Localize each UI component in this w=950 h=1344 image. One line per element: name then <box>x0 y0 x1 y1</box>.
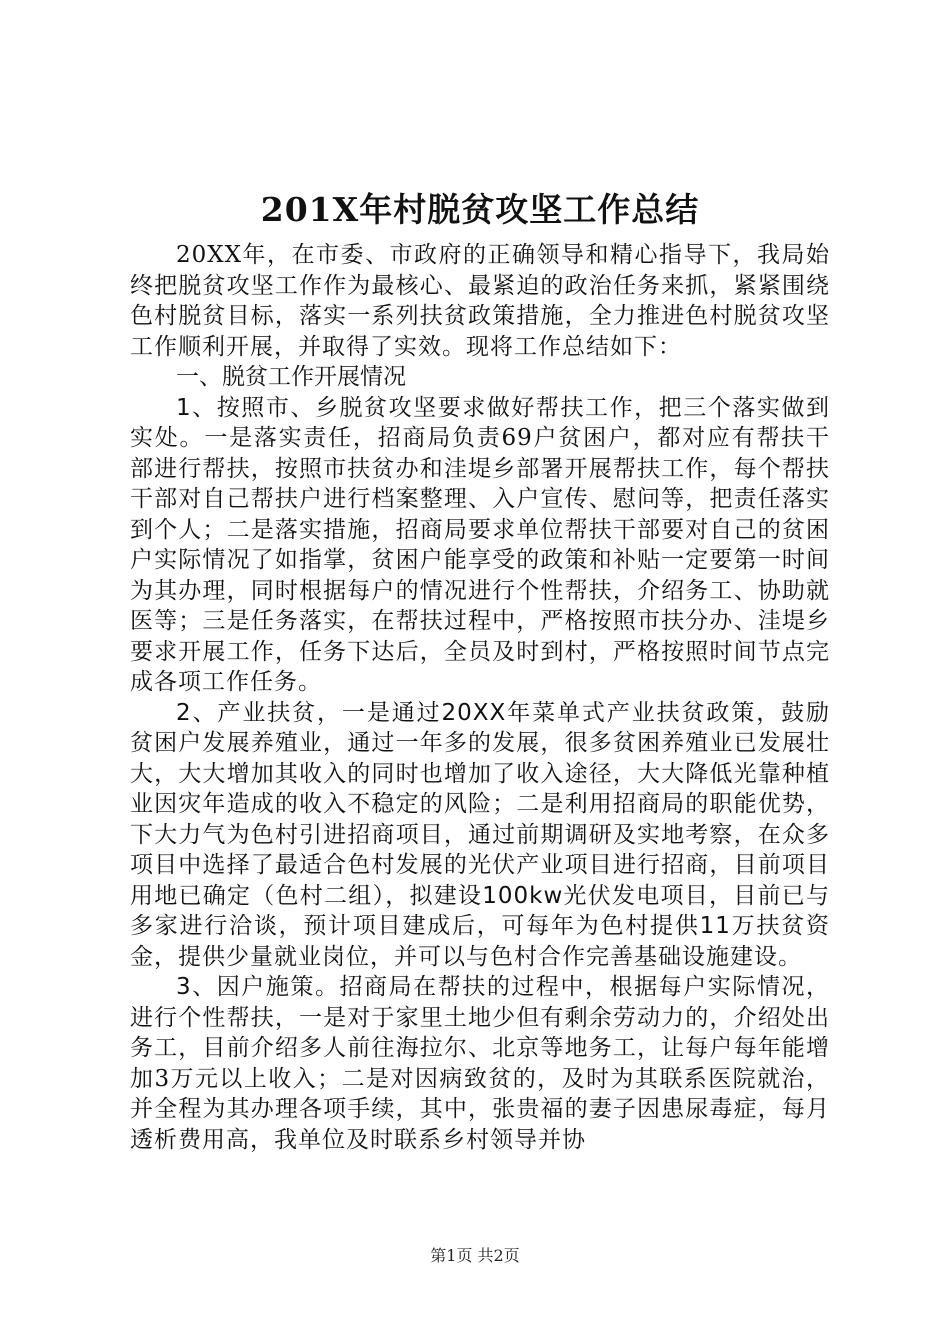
item-3-body: 招商局在帮扶的过程中，根据每户实际情况，进行个性帮扶，一是对于家里土地少但有剩余劳动力的，介绍处出务工，目前介绍多人前往海拉尔、北京等地务工，让每户每年能增加3万元以上收入；二是对因病致贫的，及时为其联系医院就治，并全程为其办理各项手续，其中，张贵福的妻子因患尿毒症，每月透析费用高，我单位及时联系乡村领导并协 <box>130 974 830 1153</box>
document-title: 201X年村脱贫攻坚工作总结 <box>260 190 700 229</box>
intro-paragraph: 20XX年，在市委、市政府的正确领导和精心指导下，我局始终把脱贫攻坚工作作为最核心、最紧迫的政治任务来抓，紧紧围绕色村脱贫目标，落实一系列扶贫政策措施，全力推进色村脱贫攻坚工作顺利开展，并取得了实效。现将工作总结如下： <box>130 242 830 360</box>
item-1-lead: 1、按照市、乡脱贫攻坚要求做好帮扶工作，把三个落实做到实处。 <box>130 394 830 451</box>
item-3-paragraph <box>130 972 830 1155</box>
item-2-paragraph: 2、产业扶贫，一是通过20XX年菜单式产业扶贫政策，鼓励贫困户发展养殖业，通过一年多的发展，很多贫困养殖业已发展壮大，大大增加其收入的同时也增加了收入途径，大大降低光靠种植业因灾年造成的收入不稳定的风险；二是利用招商局的职能优势，下大力气为色村引进招商项目，通过前期调研及实地考察，在众多项目中选择了最适合色村发展的光伏产业项目进行招商，目前项目用地已确定（色村二组），拟建设100kw光伏发电项目，目前已与多家进行洽谈，预计项目建成后，可每年为色村提供11万扶贫资金，提供少量就业岗位，并可以与色村合作完善基础设施建设。 <box>130 699 830 970</box>
document-page <box>130 180 830 1155</box>
item-1-paragraph <box>130 393 830 698</box>
item-3-lead: 3、因户施策。 <box>176 974 340 1000</box>
page-footer: 第1页 共2页 <box>430 1246 520 1265</box>
item-1-body: 一是落实责任，招商局负责69户贫困户，都对应有帮扶干部进行帮扶，按照市扶贫办和洼堤乡部署开展帮扶工作，每个帮扶干部对自己帮扶户进行档案整理、入户宣传、慰问等，把责任落实到个人；二是落实措施，招商局要求单位帮扶干部要对自己的贫困户实际情况了如指掌，贫困户能享受的政策和补贴一定要第一时间为其办理，同时根据每户的情况进行个性帮扶，介绍务工、协助就医等；三是任务落实，在帮扶过程中，严格按照市扶分办、洼堤乡要求开展工作，任务下达后，全员及时到村，严格按照时间节点完成各项工作任务。 <box>130 425 830 695</box>
section-heading: 一、脱贫工作开展情况 <box>176 364 406 390</box>
